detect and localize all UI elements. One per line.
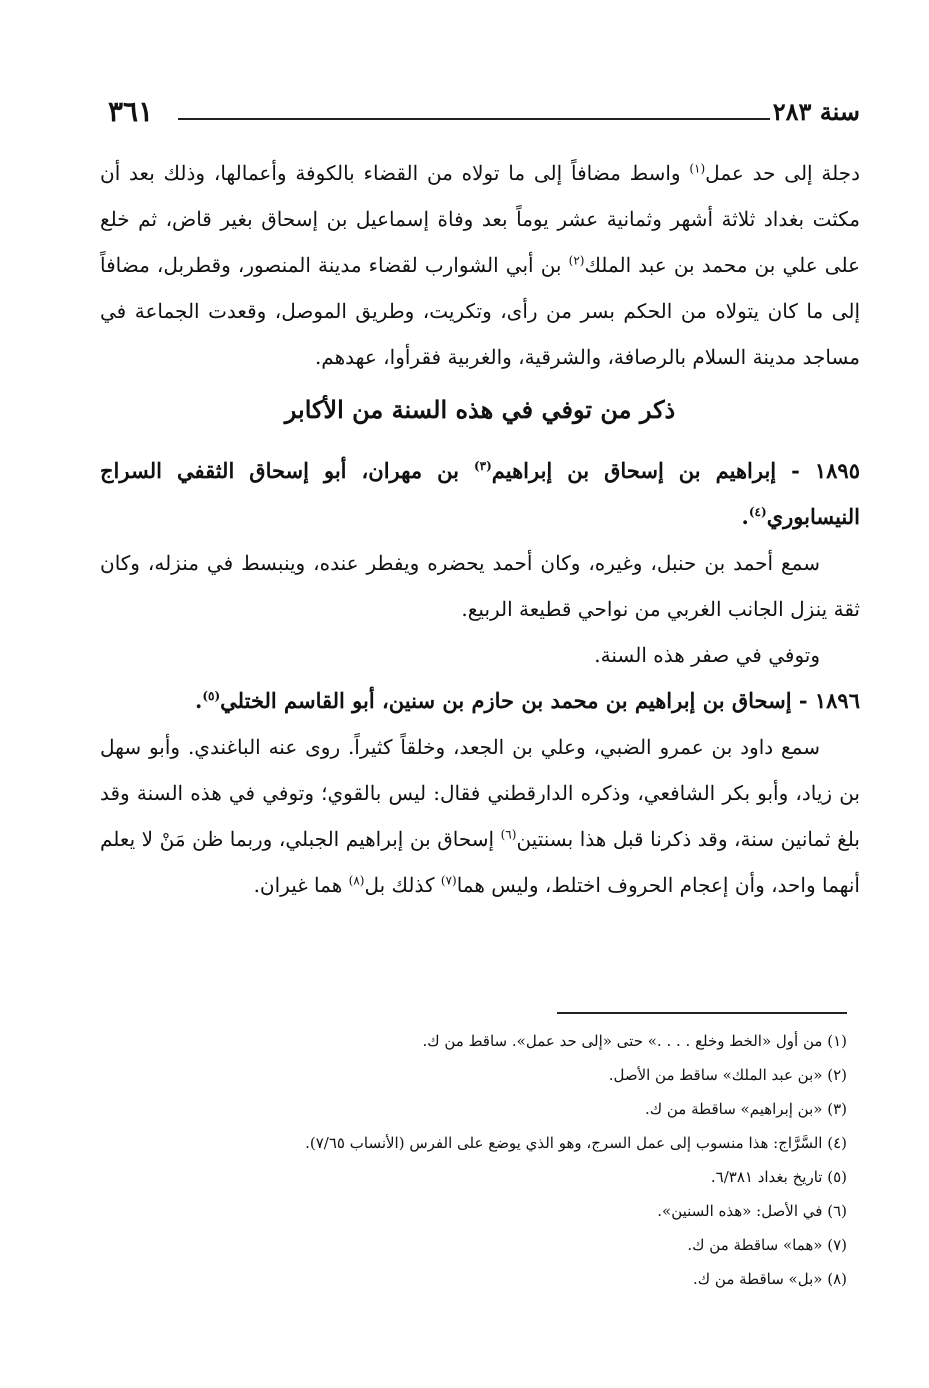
footnote-ref-2[interactable]: (٢) [568,253,585,268]
main-text [100,150,860,908]
footnote-ref-3[interactable]: (٣) [473,459,492,473]
footnote-3: (٣) «بن إبراهيم» ساقطة من ك. [644,1100,847,1118]
footnote-5: (٥) تاريخ بغداد ٦/٣٨١. [710,1168,847,1186]
page-number: ٣٦١ [108,95,154,128]
footnote-ref-8[interactable]: (٨) [348,873,365,888]
entry-1896-text: سمع داود بن عمرو الضبي، وعلي بن الجعد، وخلقاً كثيراً. روى عنه الباغندي. وأبو سهل بن زياد، وأبو بكر الشافعي، وذكره الدارقطني فقال: ليس بالقوي؛ وتوفي في هذه السنة وقد بلغ ثمانين سنة، وقد ذكرنا قبل هذا بسنتين$^{(٦)}$ إسحاق بن إبراهيم الجبلي، وربما ظن مَنْ لا يعلم أنهما واحد، وأن إعجام الحروف اختلط، وليس هما$^{(٧)}$ كذلك بل$^{(٨)}$ هما غيران. [100,735,860,897]
entry-1895-heading: ١٨٩٥ - إبراهيم بن إسحاق بن إبراهيم$^{(٣)}$ بن مهران، أبو إسحاق الثقفي السراج النيسابوري$^{(٤)}$. [100,458,860,529]
entry-1895-text: سمع أحمد بن حنبل، وغيره، وكان أحمد يحضره ويفطر عنده، وينبسط في منزله، وكان ثقة ينزل الجانب الغربي من نواحي قطيعة الربيع. [100,551,860,621]
entry-1896-heading: ١٨٩٦ - إسحاق بن إبراهيم بن محمد بن حازم بن سنين، أبو القاسم الختلي$^{(٥)}$. [195,688,860,713]
page-header [108,92,860,132]
section-title: ذكر من توفي في هذه السنة من الأكابر [284,395,676,424]
footnote-1: (١) من أول «الخط وخلع . . . .» حتى «إلى حد عمل». ساقط من ك. [422,1032,847,1050]
footnote-ref-5[interactable]: (٥) [202,689,221,703]
footnote-ref-4[interactable]: (٤) [748,505,767,519]
footnotes [87,1024,847,1296]
footnote-ref-6[interactable]: (٦) [500,827,517,842]
footnote-7: (٧) «هما» ساقطة من ك. [687,1236,847,1254]
entry-1895-death: وتوفي في صفر هذه السنة. [594,643,820,667]
footnote-ref-7[interactable]: (٧) [440,873,457,888]
footnote-ref-1[interactable]: (١) [689,161,706,176]
footnote-2: (٢) «بن عبد الملك» ساقط من الأصل. [608,1066,847,1084]
footnote-4: (٤) السَّرَّاج: هذا منسوب إلى عمل السرج، وهو الذي يوضع على الفرس (الأنساب ٧/٦٥). [305,1134,847,1152]
footnote-8: (٨) «بل» ساقطة من ك. [693,1270,847,1288]
footnote-rule [557,1012,847,1014]
footnote-6: (٦) في الأصل: «هذه السنين». [657,1202,847,1220]
running-head-year: سنة ٢٨٣ [772,97,860,126]
header-rule [178,118,770,120]
paragraph-appointment: دجلة إلى حد عمل$^{(١)}$ واسط مضافاً إلى ما تولاه من القضاء بالكوفة وأعمالها، وذلك بعد أن مكثت بغداد ثلاثة أشهر وثمانية عشر يوماً بعد وفاة إسماعيل بن إسحاق بغير قاض، ثم خلع على علي بن محمد بن عبد الملك$^{(٢)}$ بن أبي الشوارب لقضاء مدينة المنصور، وقطربل، مضافاً إلى ما كان يتولاه من الحكم بسر من رأى، وتكريت، وطريق الموصل، وقعدت الجماعة في مساجد مدينة السلام بالرصافة، والشرقية، والغربية فقرأوا، عهدهم. [100,161,861,369]
